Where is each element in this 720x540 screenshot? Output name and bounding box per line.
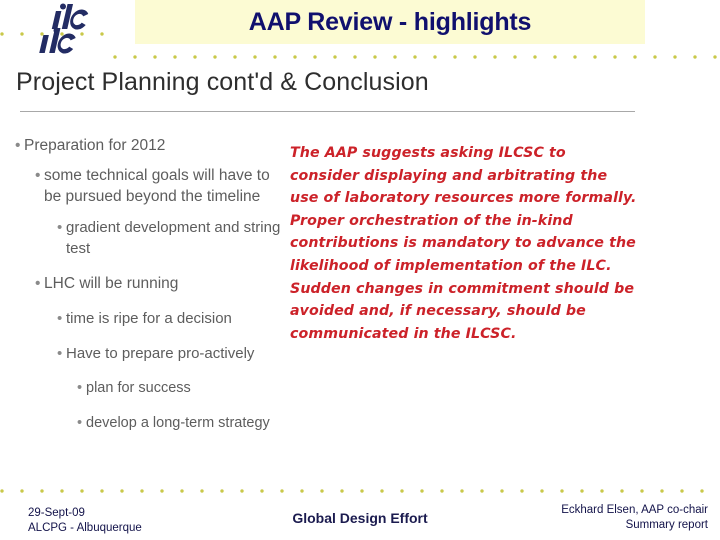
footer-report: Summary report (625, 519, 708, 531)
bullet-dot-icon: • (15, 137, 21, 154)
list-item (57, 308, 284, 329)
footer-event: ALCPG - Albuquerque (28, 522, 142, 534)
footer-right (561, 503, 708, 533)
dotted-rule-footer (0, 489, 720, 493)
page-title: AAP Review - highlights (248, 8, 532, 36)
list-item-label: Preparation for 2012 (24, 137, 166, 154)
list-item-label: Have to prepare pro-actively (66, 345, 255, 362)
bullet-dot-icon: • (77, 415, 83, 431)
list-item (77, 413, 284, 434)
handwritten-comment: The AAP suggests asking ILCSC to consider displaying and arbitrating the use of laboratory resources more formally. Proper orchestration of the in-kind contributions is mandatory to advance the likelihood of implementation of the ILC. Sudden changes in commitment should be avoided and, if necessary, should be communicated in the ILCSC. (290, 145, 637, 342)
list-item-label: develop a long-term strategy (86, 415, 270, 431)
ilc-logo-icon (36, 2, 114, 58)
bullet-dot-icon: • (77, 380, 83, 396)
dotted-rule-header (113, 55, 720, 59)
bullet-dot-icon: • (35, 275, 41, 292)
list-item-label: gradient development and string test (66, 219, 281, 257)
slide-subtitle: Project Planning cont'd & Conclusion (16, 68, 429, 96)
list-item (77, 378, 284, 399)
list-item-label: time is ripe for a decision (66, 310, 232, 327)
bullet-dot-icon: • (57, 219, 63, 236)
list-item (35, 273, 284, 294)
list-item (35, 165, 284, 207)
bullet-list (14, 136, 284, 440)
list-item (15, 136, 284, 155)
list-item (57, 217, 284, 259)
bullet-dot-icon: • (57, 345, 63, 362)
footer-center-label: Global Design Effort (292, 510, 428, 526)
list-item-label: LHC will be running (44, 275, 179, 292)
subtitle-divider (20, 111, 635, 112)
list-item-label: plan for success (86, 380, 191, 396)
list-item-label: some technical goals will have to be pursued beyond the timeline (44, 167, 270, 205)
bullet-dot-icon: • (35, 167, 41, 184)
dotted-rule-top-left (0, 32, 110, 36)
footer-author: Eckhard Elsen, AAP co-chair (561, 504, 708, 516)
footer-date: 29-Sept-09 (28, 507, 85, 519)
list-item (57, 343, 284, 364)
bullet-dot-icon: • (57, 310, 63, 327)
